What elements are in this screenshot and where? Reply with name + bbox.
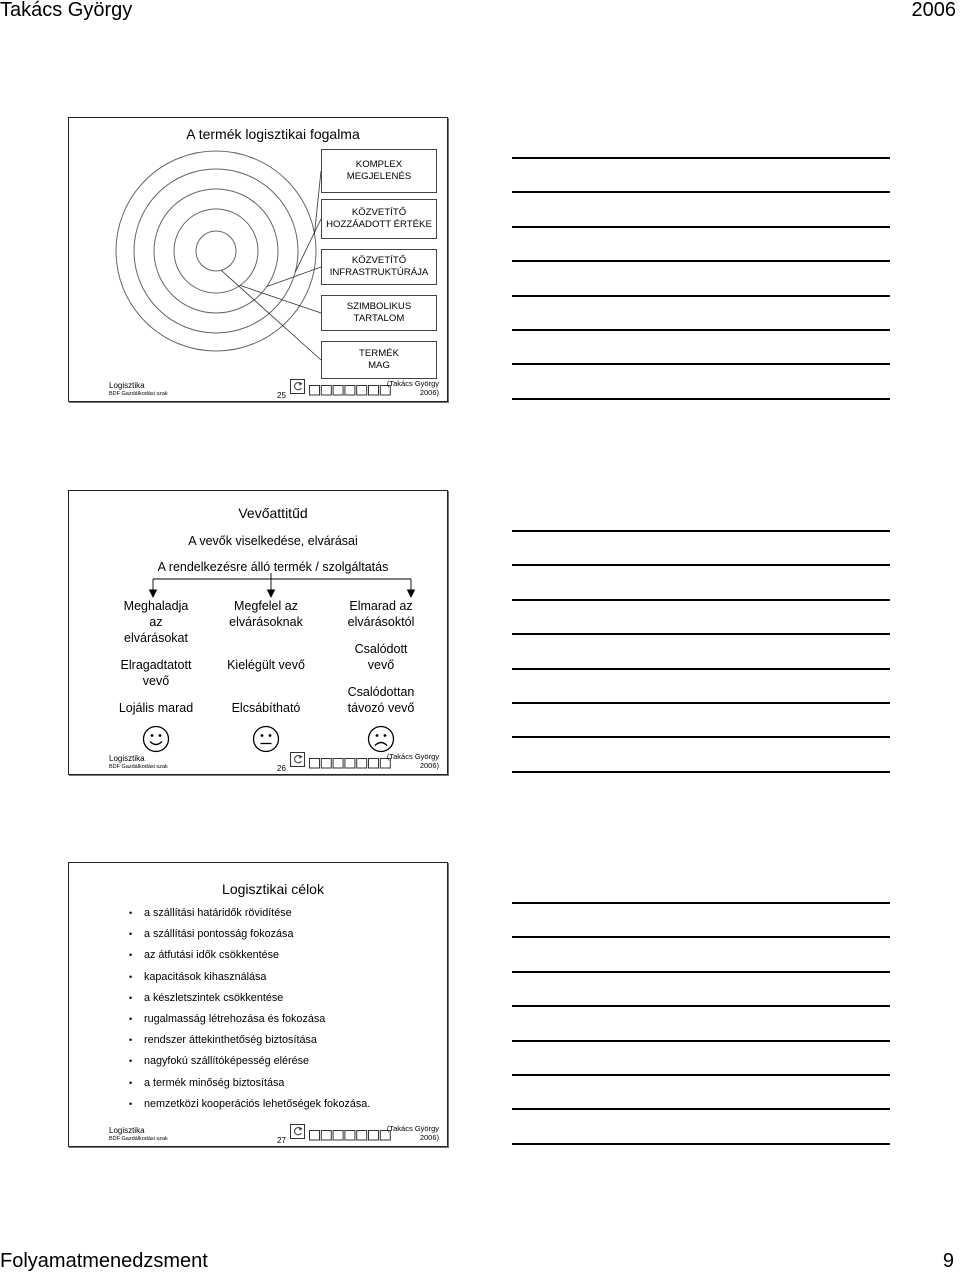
slide-nav-square <box>310 1131 320 1141</box>
text-line: Meghaladja <box>123 599 189 613</box>
list-item <box>69 1073 370 1094</box>
slide-nav-square <box>345 759 355 769</box>
layer-label-line: KÖZVETÍTŐ <box>351 206 407 218</box>
slide-footer-course: Logisztika <box>109 381 145 390</box>
credit-line: (Takács György <box>386 1124 439 1133</box>
slide-footer-course: Logisztika <box>109 1126 145 1135</box>
text-line: Csalódott <box>354 642 408 656</box>
note-line <box>512 1005 890 1007</box>
note-line <box>512 902 890 904</box>
layer-label-added-value <box>321 199 437 239</box>
list-item-text: rugalmasság létrehozása és fokozása <box>144 1013 326 1026</box>
attitude-column-falls-short <box>326 491 436 774</box>
text-line: Elcsábítható <box>231 701 301 715</box>
credit-line: (Takács György <box>386 379 439 388</box>
slide-subtitle: A vevők viselkedése, elvárásai <box>188 534 358 548</box>
list-item-text: a szállítási határidők rövidítése <box>144 907 292 919</box>
note-line <box>512 530 890 532</box>
neutral-face-icon <box>252 725 280 753</box>
list-item-text: a termék minőség biztosítása <box>144 1076 285 1089</box>
layer-label-line: TERMÉK <box>359 347 399 359</box>
outcome-text <box>101 700 211 716</box>
list-item <box>69 1094 370 1115</box>
note-line <box>512 157 890 159</box>
layer-label-symbolic-content <box>321 295 437 331</box>
credit-line: 2006) <box>419 1133 439 1142</box>
list-item-text: a készletszintek csökkentése <box>144 991 284 1004</box>
credit-line: (Takács György <box>386 752 439 761</box>
text-line: Megfelel az <box>234 599 298 613</box>
connector-line <box>240 285 321 313</box>
text-line: elvárásokat <box>124 631 188 645</box>
layer-label-line: MEGJELENÉS <box>346 171 412 182</box>
slide-nav-square <box>345 386 355 396</box>
list-item <box>69 903 370 924</box>
list-item-text: nemzetközi kooperációs lehetőségek fokozása. <box>144 1097 371 1110</box>
list-item-text: nagyfokú szállítóképesség elérése <box>144 1055 310 1068</box>
connector-line <box>295 219 321 272</box>
outcome-text <box>211 700 321 716</box>
text-line: Kielégült vevő <box>227 658 305 672</box>
layer-label-line: MAG <box>368 360 390 371</box>
slide-nav-square <box>357 759 367 769</box>
slide-footer-credit <box>387 752 439 770</box>
slide-product-concept <box>68 117 448 402</box>
happy-face-icon <box>142 725 170 753</box>
note-line <box>512 668 890 670</box>
attitude-column-exceeds <box>101 491 211 774</box>
note-line <box>512 599 890 601</box>
slide-footer-program: BDF Gazdálkodási szak <box>109 764 168 770</box>
credit-line: 2006) <box>419 388 439 397</box>
note-line <box>512 295 890 297</box>
note-line <box>512 1108 890 1110</box>
layer-label-line: INFRASTRUKTÚRÁJA <box>329 267 429 278</box>
outcome-text <box>326 684 436 716</box>
note-line <box>512 936 890 938</box>
connector-line <box>221 270 321 360</box>
list-item-text: rendszer áttekinthetőség biztosítása <box>144 1034 317 1047</box>
note-line <box>512 702 890 704</box>
slide-nav-squares <box>309 1130 393 1141</box>
text-line: Elragadtatott <box>120 658 192 672</box>
note-line <box>512 398 890 400</box>
sad-face-icon <box>367 725 395 753</box>
slide-nav-squares <box>309 385 393 396</box>
text-line: Elmarad az <box>349 599 413 613</box>
note-line <box>512 564 890 566</box>
ring-3 <box>154 189 278 313</box>
slide-nav-squares <box>309 758 393 769</box>
slide-nav-square <box>321 1131 331 1141</box>
note-line <box>512 191 890 193</box>
page-number: 9 <box>942 1250 954 1272</box>
expectation-text <box>101 598 211 646</box>
list-item <box>69 1051 370 1072</box>
slide-nav-square <box>357 1131 367 1141</box>
ring-4 <box>134 169 298 333</box>
slide-nav-square <box>345 1131 355 1141</box>
customer-state-text <box>326 641 436 673</box>
ring-core <box>196 231 236 271</box>
note-line <box>512 329 890 331</box>
slide-footer-credit <box>387 379 439 397</box>
slide-nav-square <box>369 1131 379 1141</box>
slide-lead: A rendelkezésre álló termék / szolgáltatás <box>157 560 389 574</box>
page-header-year: 2006 <box>911 0 956 21</box>
list-item-text: kapacitások kihasználása <box>144 970 267 983</box>
page-header-author: Takács György <box>0 0 133 21</box>
text-line: vevő <box>142 674 170 688</box>
slide-nav-square <box>357 386 367 396</box>
return-icon <box>290 752 305 767</box>
customer-state-text <box>211 657 321 673</box>
layer-label-line: KÖZVETÍTŐ <box>351 254 407 266</box>
list-item-text: az átfutási idők csökkentése <box>144 949 280 962</box>
note-line <box>512 633 890 635</box>
list-item <box>69 988 370 1009</box>
note-line <box>512 1074 890 1076</box>
customer-state-text <box>101 657 211 689</box>
slide-title: Logisztikai célok <box>222 881 324 897</box>
layer-label-product-core <box>321 341 437 379</box>
ring-outer <box>116 151 316 351</box>
text-line: vevő <box>367 658 395 672</box>
slide-nav-square <box>369 386 379 396</box>
text-line: elvárásoknak <box>229 615 303 629</box>
note-line <box>512 971 890 973</box>
note-line <box>512 736 890 738</box>
slide-footer-credit <box>387 1124 439 1142</box>
list-item <box>69 945 370 966</box>
layer-label-infrastructure <box>321 249 437 285</box>
list-item <box>69 1009 370 1030</box>
slide-number: 25 <box>277 391 286 400</box>
layer-label-line: SZIMBOLIKUS <box>346 300 412 312</box>
slide-nav-square <box>321 386 331 396</box>
slide-footer-course: Logisztika <box>109 754 145 763</box>
layer-label-line: KOMPLEX <box>355 158 403 170</box>
list-item <box>69 924 370 945</box>
credit-line: 2006) <box>419 761 439 770</box>
layer-label-complex-appearance <box>321 149 437 193</box>
note-line <box>512 260 890 262</box>
slide-customer-attitude <box>68 490 448 775</box>
note-line <box>512 1040 890 1042</box>
expectation-text <box>211 598 321 630</box>
text-line: Csalódottan <box>347 685 415 699</box>
list-item-text: a szállítási pontosság fokozása <box>144 928 294 941</box>
note-line <box>512 226 890 228</box>
note-line <box>512 771 890 773</box>
slide-nav-square <box>310 386 320 396</box>
slide-title: Vevőattitűd <box>238 505 308 521</box>
return-icon <box>290 1124 305 1139</box>
slide-logistics-goals <box>68 862 448 1147</box>
slide-footer-program: BDF Gazdálkodási szak <box>109 1136 168 1142</box>
slide-title: A termék logisztikai fogalma <box>186 126 360 142</box>
slide-nav-square <box>333 1131 343 1141</box>
slide-number: 26 <box>277 764 286 773</box>
slide-nav-square <box>369 759 379 769</box>
slide-number: 27 <box>277 1136 286 1145</box>
text-line: távozó vevő <box>347 701 415 715</box>
list-item <box>69 967 370 988</box>
goals-list <box>69 903 370 1115</box>
list-item <box>69 1030 370 1051</box>
ring-2 <box>174 209 258 293</box>
slide-footer-program: BDF Gazdálkodási szak <box>109 391 168 397</box>
expectation-text <box>326 598 436 630</box>
slide-nav-square <box>333 386 343 396</box>
return-icon <box>290 379 305 394</box>
layer-label-line: TARTALOM <box>353 313 405 324</box>
slide-nav-square <box>333 759 343 769</box>
layer-label-line: HOZZÁADOTT ÉRTÉKE <box>326 219 432 230</box>
page-footer-title: Folyamatmenedzsment <box>0 1250 208 1272</box>
text-line: elvárásoktól <box>347 615 415 629</box>
attitude-column-meets <box>211 491 321 774</box>
text-line: Lojális marad <box>118 701 194 715</box>
note-line <box>512 1143 890 1145</box>
note-line <box>512 363 890 365</box>
slide-nav-square <box>310 759 320 769</box>
text-line: az <box>149 615 163 629</box>
slide-nav-square <box>321 759 331 769</box>
